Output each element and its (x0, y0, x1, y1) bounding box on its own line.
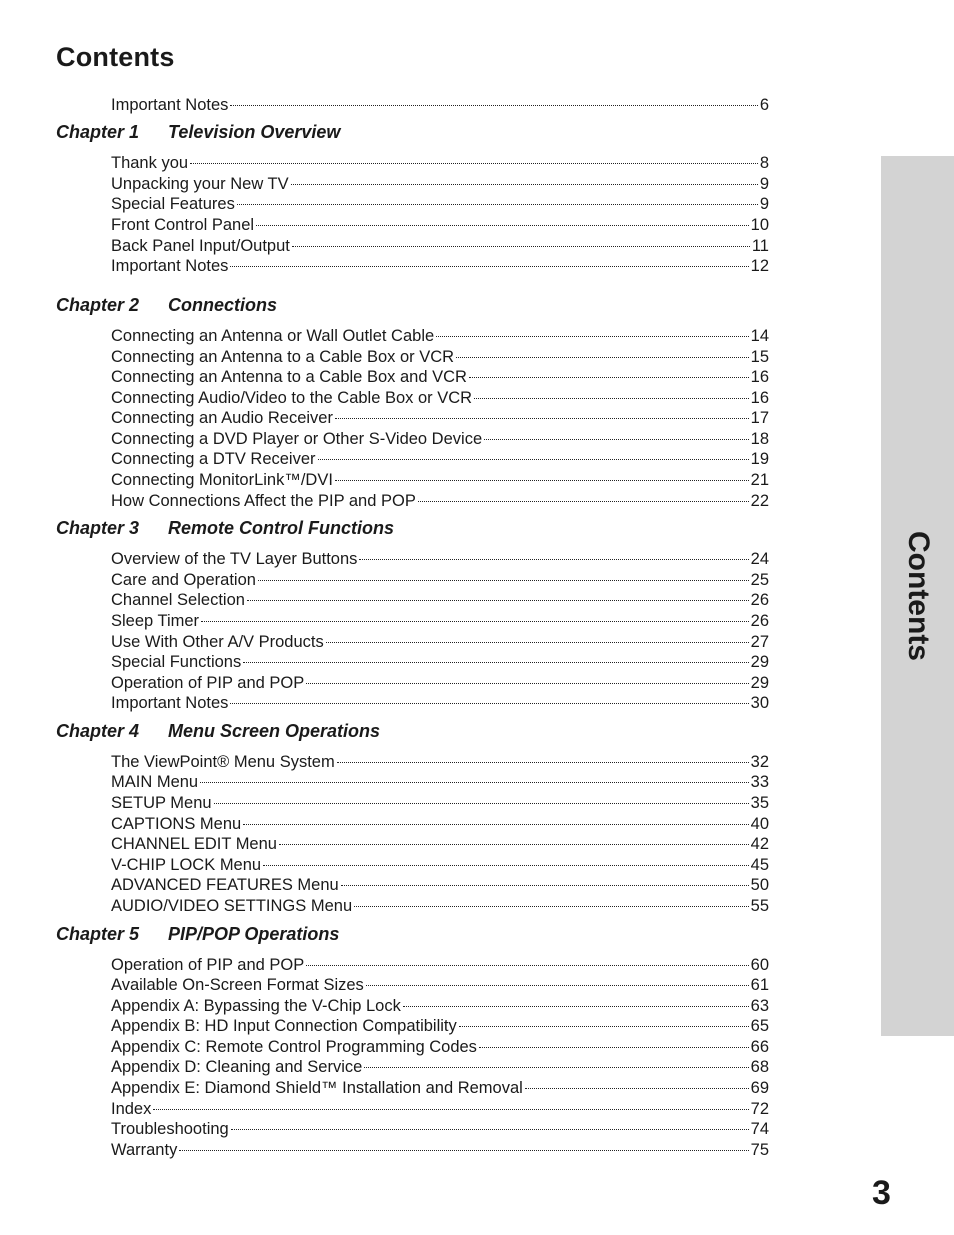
toc-entry-page: 40 (750, 815, 769, 833)
dot-leader (456, 357, 749, 358)
toc-entry-page: 10 (750, 216, 769, 234)
dot-leader (484, 439, 749, 440)
toc-entry (111, 429, 769, 449)
toc-entry-page: 24 (750, 550, 769, 568)
toc-entry-label: Connecting an Antenna to a Cable Box and VCR (111, 368, 467, 386)
toc-entry-page: 75 (750, 1141, 769, 1159)
toc-entry-page: 15 (750, 348, 769, 366)
dot-leader (306, 683, 748, 684)
toc-entry (111, 367, 769, 387)
toc-entry (111, 570, 769, 590)
toc-entry-page: 60 (750, 956, 769, 974)
toc-entry-page: 26 (750, 612, 769, 630)
chapter-heading (56, 720, 380, 742)
chapter-heading (56, 294, 277, 316)
toc-entry-label: Care and Operation (111, 571, 256, 589)
toc-entry-label: Operation of PIP and POP (111, 956, 305, 974)
toc-entry-label: Overview of the TV Layer Buttons (111, 550, 358, 568)
chapter-number: Chapter 1 (56, 122, 140, 142)
toc-entry (111, 652, 769, 672)
toc-entry-label: V-CHIP LOCK Menu (111, 856, 262, 874)
toc-entry-label: Thank you (111, 154, 189, 172)
chapter-title: Menu Screen Operations (168, 721, 381, 741)
toc-entry-page: 16 (750, 389, 769, 407)
dot-leader (153, 1109, 748, 1110)
toc-entry-label: Sleep Timer (111, 612, 200, 630)
toc-entry-page: 65 (750, 1017, 769, 1035)
toc-entry (111, 1016, 769, 1036)
toc-entry (111, 388, 769, 408)
dot-leader (479, 1047, 749, 1048)
dot-leader (292, 246, 750, 247)
dot-leader (364, 1067, 748, 1068)
dot-leader (258, 580, 749, 581)
toc-entry-page: 22 (750, 492, 769, 510)
toc-entry-page: 30 (750, 694, 769, 712)
dot-leader (256, 225, 749, 226)
toc-entry-label: Back Panel Input/Output (111, 237, 290, 255)
toc-entry-page: 18 (750, 430, 769, 448)
dot-leader (230, 266, 748, 267)
dot-leader (263, 865, 749, 866)
toc-entry (111, 215, 769, 235)
chapter-number: Chapter 2 (56, 295, 140, 315)
dot-leader (436, 336, 748, 337)
toc-entry-page: 8 (759, 154, 769, 172)
toc-entry-label: Connecting MonitorLink™/DVI (111, 471, 333, 489)
dot-leader (214, 803, 749, 804)
toc-entry-label: Channel Selection (111, 591, 245, 609)
toc-entry (111, 256, 769, 276)
toc-entry (111, 855, 769, 875)
toc-entry (111, 632, 769, 652)
dot-leader (335, 480, 749, 481)
toc-entry-page: 25 (750, 571, 769, 589)
toc-entry-page: 27 (750, 633, 769, 651)
toc-entry (111, 875, 769, 895)
toc-entry-page: 29 (750, 674, 769, 692)
toc-entry (111, 793, 769, 813)
dot-leader (247, 600, 749, 601)
toc-entry (111, 408, 769, 428)
toc-entry-label: Appendix C: Remote Control Programming Codes (111, 1038, 477, 1056)
toc-entry (111, 834, 769, 854)
dot-leader (337, 762, 749, 763)
toc-entry (111, 549, 769, 569)
dot-leader (418, 501, 749, 502)
dot-leader (403, 1006, 749, 1007)
toc-entry (111, 673, 769, 693)
chapter-number: Chapter 3 (56, 518, 140, 538)
toc-entry-label: CAPTIONS Menu (111, 815, 242, 833)
chapter-title: Television Overview (168, 122, 341, 142)
toc-entry-page: 26 (750, 591, 769, 609)
chapter-heading (56, 923, 339, 945)
dot-leader (354, 906, 749, 907)
toc-entry (111, 236, 769, 256)
toc-entry-label: Appendix A: Bypassing the V-Chip Lock (111, 997, 401, 1015)
dot-leader (474, 398, 749, 399)
dot-leader (179, 1150, 748, 1151)
dot-leader (359, 559, 748, 560)
chapter-number: Chapter 4 (56, 721, 140, 741)
toc-entry-label: Connecting an Audio Receiver (111, 409, 333, 427)
toc-entry-page: 17 (750, 409, 769, 427)
toc-entry-label: Troubleshooting (111, 1120, 229, 1138)
dot-leader (230, 105, 757, 106)
toc-entry-label: CHANNEL EDIT Menu (111, 835, 277, 853)
toc-entry (111, 1119, 769, 1139)
toc-entry-label: Operation of PIP and POP (111, 674, 305, 692)
dot-leader (190, 163, 758, 164)
chapter-number: Chapter 5 (56, 924, 140, 944)
dot-leader (230, 703, 748, 704)
toc-entry-page: 16 (750, 368, 769, 386)
dot-leader (291, 184, 758, 185)
dot-leader (201, 621, 749, 622)
toc-entry-page: 66 (750, 1038, 769, 1056)
toc-entry (111, 470, 769, 490)
toc-entry (111, 1140, 769, 1160)
toc-entry (111, 996, 769, 1016)
toc-entry-page: 12 (750, 257, 769, 275)
toc-entry-page: 42 (750, 835, 769, 853)
toc-entry-page: 21 (750, 471, 769, 489)
toc-entry-label: Connecting an Antenna or Wall Outlet Cable (111, 327, 435, 345)
toc-entry-label: MAIN Menu (111, 773, 199, 791)
chapter-title: Connections (168, 295, 278, 315)
toc-entry-label: Important Notes (111, 694, 229, 712)
toc-entry (111, 153, 769, 173)
toc-entry (111, 975, 769, 995)
toc-entry (111, 194, 769, 214)
toc-entry (111, 1078, 769, 1098)
toc-entry (111, 95, 769, 115)
toc-entry (111, 814, 769, 834)
toc-entry-page: 72 (750, 1100, 769, 1118)
page-number: 3 (872, 1174, 891, 1212)
toc-entry-label: Important Notes (111, 96, 229, 114)
toc-entry-page: 74 (750, 1120, 769, 1138)
dot-leader (243, 662, 748, 663)
toc-entry-label: SETUP Menu (111, 794, 212, 812)
dot-leader (341, 885, 749, 886)
chapter-title: PIP/POP Operations (168, 924, 340, 944)
dot-leader (231, 1129, 749, 1130)
toc-entry-page: 32 (750, 753, 769, 771)
toc-entry-page: 55 (750, 897, 769, 915)
toc-entry-label: Front Control Panel (111, 216, 255, 234)
toc-entry-label: Appendix D: Cleaning and Service (111, 1058, 363, 1076)
chapter-heading (56, 517, 394, 539)
dot-leader (469, 377, 749, 378)
dot-leader (237, 204, 758, 205)
toc-entry (111, 693, 769, 713)
toc-entry (111, 590, 769, 610)
toc-entry-label: Connecting a DVD Player or Other S-Video Device (111, 430, 483, 448)
toc-entry-label: Important Notes (111, 257, 229, 275)
toc-entry-label: Connecting an Antenna to a Cable Box or VCR (111, 348, 455, 366)
dot-leader (306, 965, 748, 966)
toc-entry-label: How Connections Affect the PIP and POP (111, 492, 416, 510)
toc-entry (111, 611, 769, 631)
toc-entry-page: 35 (750, 794, 769, 812)
side-tab-label: Contents (901, 531, 935, 661)
toc-entry-label: Connecting Audio/Video to the Cable Box or VCR (111, 389, 473, 407)
dot-leader (200, 782, 749, 783)
toc-entry-label: Appendix E: Diamond Shield™ Installation and Removal (111, 1079, 523, 1097)
toc-entry-label: Index (111, 1100, 152, 1118)
dot-leader (318, 459, 749, 460)
toc-entry-page: 68 (750, 1058, 769, 1076)
toc-entry-label: Use With Other A/V Products (111, 633, 324, 651)
chapter-heading (56, 121, 340, 143)
toc-entry (111, 955, 769, 975)
toc-entry-label: Special Functions (111, 653, 242, 671)
toc-entry-label: ADVANCED FEATURES Menu (111, 876, 339, 894)
toc-entry-label: The ViewPoint® Menu System (111, 753, 335, 771)
toc-entry-page: 61 (750, 976, 769, 994)
toc-entry-page: 33 (750, 773, 769, 791)
toc-entry-page: 19 (750, 450, 769, 468)
toc-entry-page: 14 (750, 327, 769, 345)
dot-leader (459, 1026, 749, 1027)
toc-entry-label: Appendix B: HD Input Connection Compatibility (111, 1017, 457, 1035)
toc-entry-page: 50 (750, 876, 769, 894)
toc-entry-label: Special Features (111, 195, 235, 213)
toc-entry-page: 9 (759, 195, 769, 213)
toc-entry (111, 449, 769, 469)
dot-leader (279, 844, 749, 845)
side-tab (881, 156, 954, 1036)
toc-entry (111, 1099, 769, 1119)
toc-entry-label: Available On-Screen Format Sizes (111, 976, 364, 994)
toc-entry (111, 174, 769, 194)
toc-entry-page: 6 (759, 96, 769, 114)
toc-entry-page: 45 (750, 856, 769, 874)
toc-entry-page: 69 (750, 1079, 769, 1097)
toc-entry-page: 9 (759, 175, 769, 193)
toc-entry-page: 11 (751, 237, 769, 255)
dot-leader (243, 824, 748, 825)
toc-entry-label: Unpacking your New TV (111, 175, 289, 193)
toc-entry (111, 772, 769, 792)
toc-entry (111, 1057, 769, 1077)
toc-entry (111, 491, 769, 511)
dot-leader (366, 985, 749, 986)
toc-entry (111, 896, 769, 916)
chapter-title: Remote Control Functions (168, 518, 394, 538)
toc-entry-page: 63 (750, 997, 769, 1015)
dot-leader (525, 1088, 749, 1089)
toc-entry-label: Connecting a DTV Receiver (111, 450, 316, 468)
toc-entry (111, 1037, 769, 1057)
toc-entry (111, 326, 769, 346)
toc-entry-page: 29 (750, 653, 769, 671)
toc-entry-label: AUDIO/VIDEO SETTINGS Menu (111, 897, 353, 915)
dot-leader (335, 418, 749, 419)
dot-leader (326, 642, 749, 643)
toc-entry (111, 752, 769, 772)
toc-entry-label: Warranty (111, 1141, 178, 1159)
page-title: Contents (56, 42, 175, 72)
toc-entry (111, 347, 769, 367)
